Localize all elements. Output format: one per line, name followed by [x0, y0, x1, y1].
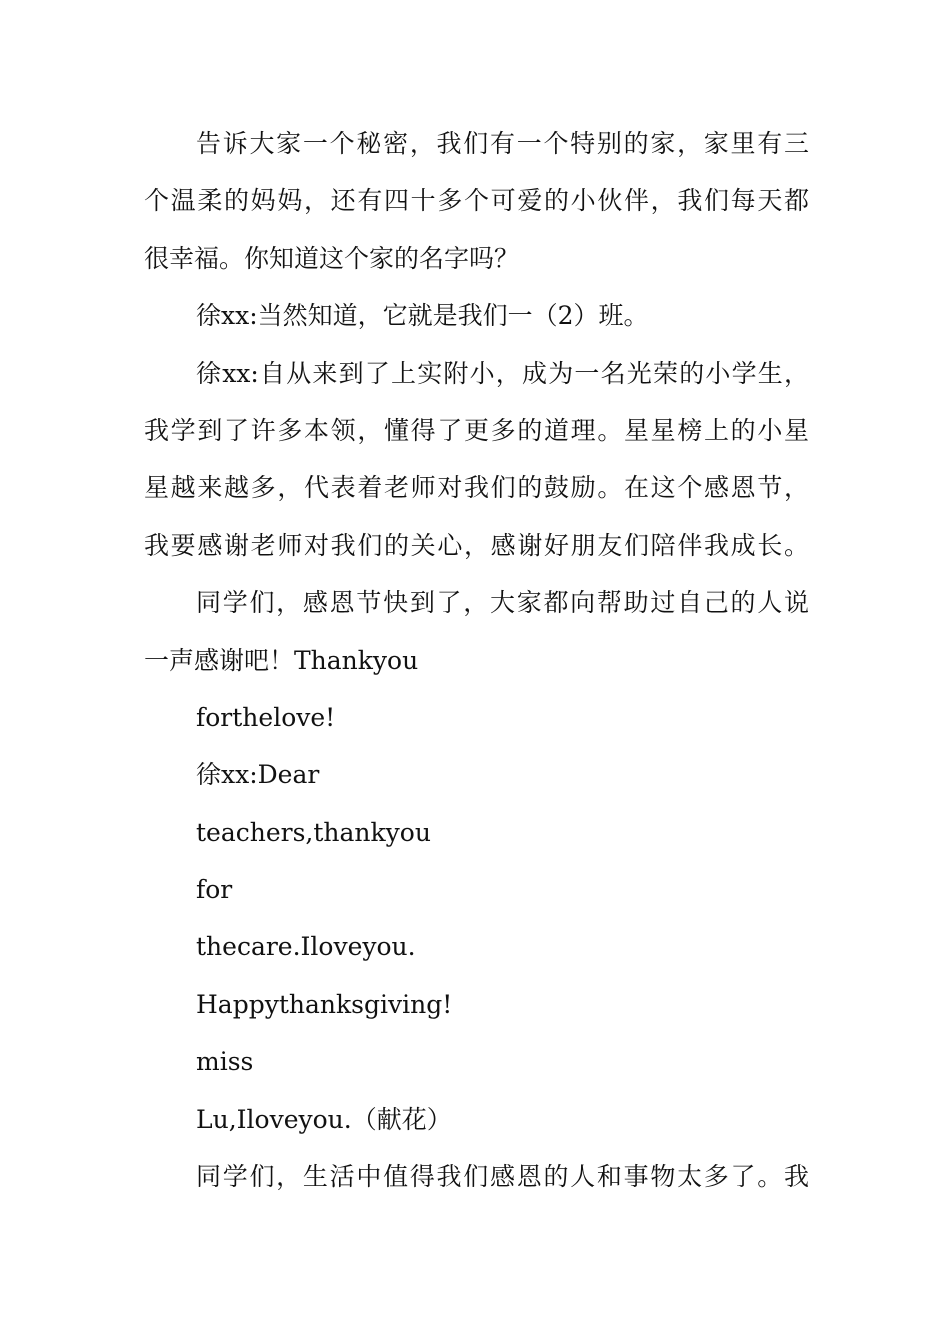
paragraph-line: forthelove! [196, 702, 336, 732]
paragraph-line: 个温柔的妈妈，还有四十多个可爱的小伙伴，我们每天都 [144, 186, 809, 216]
paragraph-line: Lu,Iloveyou.（献花） [196, 1104, 452, 1134]
paragraph-line: 徐xx:当然知道，它就是我们一（2）班。 [196, 301, 649, 331]
paragraph-line: Happythanksgiving! [196, 989, 453, 1019]
paragraph-line: 我要感谢老师对我们的关心，感谢好朋友们陪伴我成长。 [144, 530, 809, 560]
paragraph-line: 星越来越多，代表着老师对我们的鼓励。在这个感恩节， [144, 473, 809, 503]
paragraph-line: teachers,thankyou [196, 817, 431, 847]
paragraph-line: for [196, 875, 233, 905]
paragraph-line: 告诉大家一个秘密，我们有一个特别的家，家里有三 [196, 129, 809, 158]
paragraph-line: 同学们，感恩节快到了，大家都向帮助过自己的人说 [196, 588, 809, 618]
paragraph-line: 徐xx:自从来到了上实附小，成为一名光荣的小学生， [196, 358, 809, 388]
paragraph-line: 一声感谢吧！Thankyou [144, 645, 419, 675]
paragraph-line: 徐xx:Dear [196, 760, 320, 790]
paragraph-line: thecare.Iloveyou. [196, 932, 416, 962]
paragraph-line: 很幸福。你知道这个家的名字吗？ [144, 243, 520, 273]
body-text [144, 115, 809, 1205]
paragraph-line: 同学们，生活中值得我们感恩的人和事物太多了。我 [196, 1162, 809, 1192]
paragraph-line: 我学到了许多本领，懂得了更多的道理。星星榜上的小星 [144, 415, 809, 445]
paragraph-line: miss [196, 1047, 254, 1077]
